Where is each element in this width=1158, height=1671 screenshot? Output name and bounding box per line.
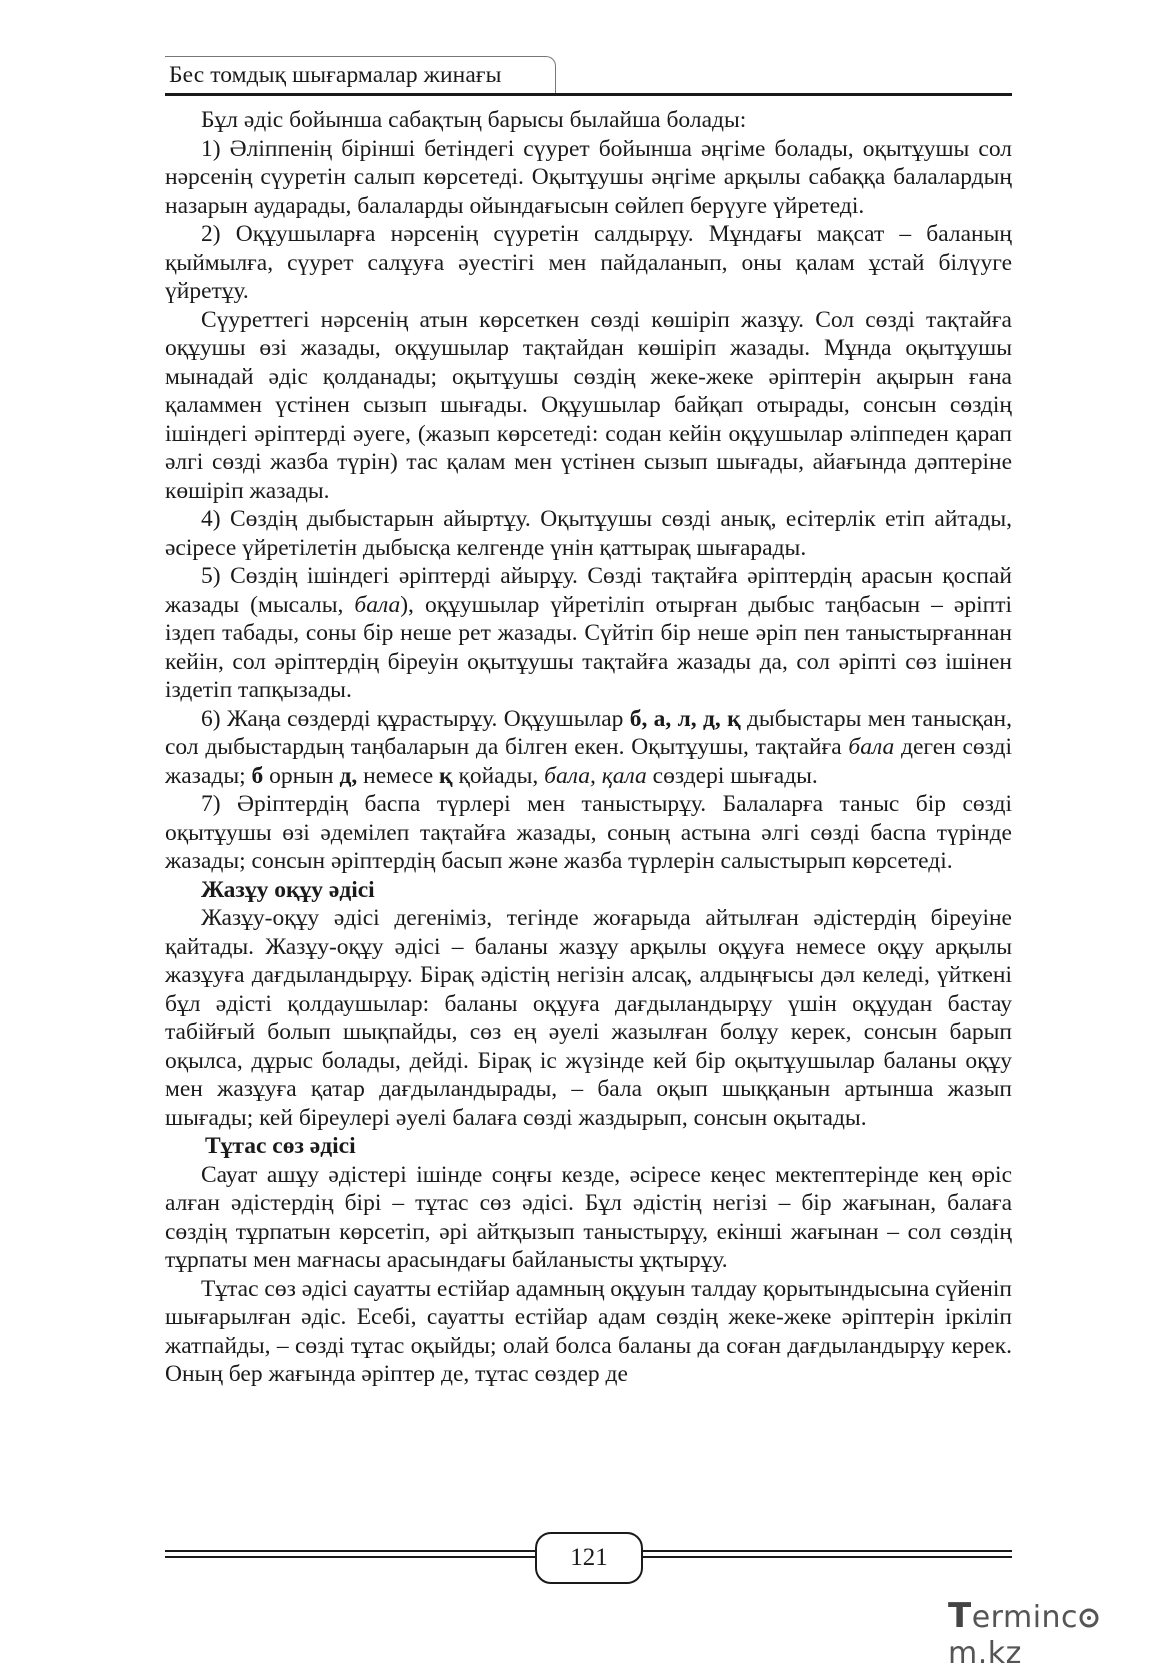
- page-header: [165, 56, 1012, 96]
- paragraph: Сүуреттегі нәрсенің атын көрсеткен сөзді көшіріп жазұу. Сол сөзді тақтайға оқұушы өзі жазады, оқұушылар тақтайдан көшіріп жазады. Мұнда оқытұушы мынадай әдіс қолданады; оқытұушы сөздің жеке-жеке әріптерін ақырын ғана қаламмен үстінен сызып шығады. Оқұушылар байқап отырады, сонсын сөздің ішіндегі әріптерді әуеге, (жазып көрсетеді: содан кейін оқұушылар әліппеден қарап әлгі сөзді жазба түрін) тас қалам мен үстінен сызып шығады, айағында дәптеріне көшіріп жазады.: [165, 306, 1012, 504]
- italic-example-word: бала, қала: [544, 762, 647, 789]
- footer-rule-right: [637, 1556, 1012, 1558]
- paragraph: 7) Әріптердің баспа түрлері мен таныстырұу. Балаларға таныс бір сөзді оқытұушы өзі әдемілеп тақтайға жазады, соның астына әлгі сөзді баспа түрінде жазады; сонсын әріптердің басып және жазба түрлерін салыстырып көрсетеді.: [165, 791, 1012, 874]
- text-run: сөздері шығады.: [646, 762, 818, 789]
- watermark-text: m.kz: [948, 1636, 1022, 1671]
- text-run: 6) Жаңа сөздерді құрастырұу. Оқұушылар: [201, 705, 630, 732]
- footer-rule-left: [165, 1550, 537, 1552]
- italic-example-word: бала: [848, 734, 895, 760]
- section-heading: Жазұу оқұу әдісі: [201, 876, 375, 903]
- header-rule: [165, 93, 1012, 96]
- footer-rule-right: [637, 1550, 1012, 1552]
- footer-rule-left: [165, 1556, 537, 1558]
- italic-example-word: бала: [354, 591, 401, 618]
- running-header-title: Бес томдық шығармалар жинағы: [165, 62, 510, 91]
- watermark-o-icon: [1078, 1607, 1100, 1629]
- paragraph: 2) Оқұушыларға нәрсенің сүуретін салдырұу. Мұндағы мақсат – баланың қыймылға, сүурет салұуға әуестігі мен пайдаланып, оны қалам ұстай білүуге үйретұу.: [165, 221, 1012, 304]
- watermark-logo: [948, 1596, 1158, 1671]
- paragraph: Бұл әдіс бойынша сабақтың барысы былайша болады:: [201, 107, 747, 133]
- text-run: қойады,: [452, 762, 545, 789]
- page-number-text: 121: [570, 1544, 608, 1571]
- page-number: [535, 1532, 643, 1584]
- bold-letters: д,: [339, 762, 358, 789]
- text-run: деген сөзді жазады;: [165, 734, 1012, 789]
- bold-letters: б: [251, 762, 264, 789]
- watermark-text: erminc: [971, 1600, 1079, 1635]
- paragraph: 1) Әліппенің бірінші бетіндегі сүурет бойынша әңгіме болады, оқытұушы сол нәрсенің сүуретін салып көрсетеді. Оқытұушы әңгіме арқылы сабаққа балалардың назарын аударады, балаларды ойындағысын сөйлеп берүуге үйретеді.: [165, 135, 1012, 219]
- paragraph: Тұтас сөз әдісі сауатты естійар адамның оқұуын талдау қорытындысына сүйеніп шығарылған әдіс. Есебі, сауатты естійар адам сөздің жеке-жеке әріптерін іркіліп жатпайды, – сөзді тұтас оқыйды; олай болса баланы да соған дағдыландырұу керек. Оның бер жағында әріптер де, тұтас сөздер де: [165, 1275, 1012, 1387]
- paragraph: [165, 562, 1012, 705]
- paragraph: 4) Сөздің дыбыстарын айыртұу. Оқытұушы сөзді анық, есітерлік етіп айтады, әсіресе үйретілетін дыбысқа келгенде үнін қаттырақ шығарады.: [165, 506, 1012, 561]
- text-run: ), оқұушылар үйретіліп отырған дыбыс таңбасын – әріпті іздеп табады, соны бір неше рет жазады. Сүйтіп бір неше әріп пен таныстырғаннан кейін, сол әріптердің біреуін оқытұушы тақтайға жазады да, сол әріпті сөз ішінен іздетіп тапқызады.: [165, 591, 1012, 703]
- paragraph: Жазұу-оқұу әдісі дегеніміз, тегінде жоғарыда айтылған әдістердің біреуіне қайтады. Жазұу-оқұу әдісі – баланы жазұу арқылы оқұуға немесе оқұу арқылы жазұуға дағдыландырұу. Бірақ әдістің негізін алсақ, алдыңғысы дәл келеді, үйткені бұл әдісті қолдаушылар: баланы оқұуға дағдыландырұу үшін оқұудан бастау табійғый болып шықпайды, сөз ең әуелі жазылған болұу керек, сонсын барып оқылса, дұрыс болады, дейді. Бірақ іс жүзінде кей бір оқытұушылар баланы оқұу мен жазұуға қатар дағдыландырады, – бала оқып шыққанын артынша жазып шығады; кей біреулері әуелі балаға сөзді жаздырып, сонсын оқытады.: [165, 905, 1012, 1131]
- paragraph: [165, 705, 1012, 791]
- text-run: 5) Сөздің ішіндегі әріптерді айырұу. Сөзді тақтайға әріптердің арасын қоспай жазады (мысалы,: [165, 563, 1012, 618]
- page-body: [165, 106, 1012, 1389]
- text-run: дыбыстары мен танысқан, сол дыбыстардың таңбаларын да білген екен. Оқытұушы, тақтайға: [165, 705, 1012, 760]
- watermark-initial: T: [948, 1596, 972, 1636]
- bold-letters: қ: [439, 762, 453, 789]
- page-footer: [165, 1530, 1012, 1590]
- paragraph: Сауат ашұу әдістері ішінде соңғы кезде, әсіресе кеңес мектептерінде кең өріс алған әдістердің бірі – тұтас сөз әдісі. Бұл әдістің негізі – бір жағынан, балаға сөздің тұрпатын көрсетіп, әрі айтқызып таныстырұу, екінші жағынан – сол сөздің тұрпаты мен мағнасы арасындағы байланысты ұқтырұу.: [165, 1161, 1012, 1273]
- text-run: немесе: [357, 762, 440, 789]
- section-heading: Тұтас сөз әдісі: [205, 1133, 356, 1159]
- text-run: орнын: [263, 762, 340, 789]
- bold-letters: б, а, л, д, қ: [629, 705, 741, 732]
